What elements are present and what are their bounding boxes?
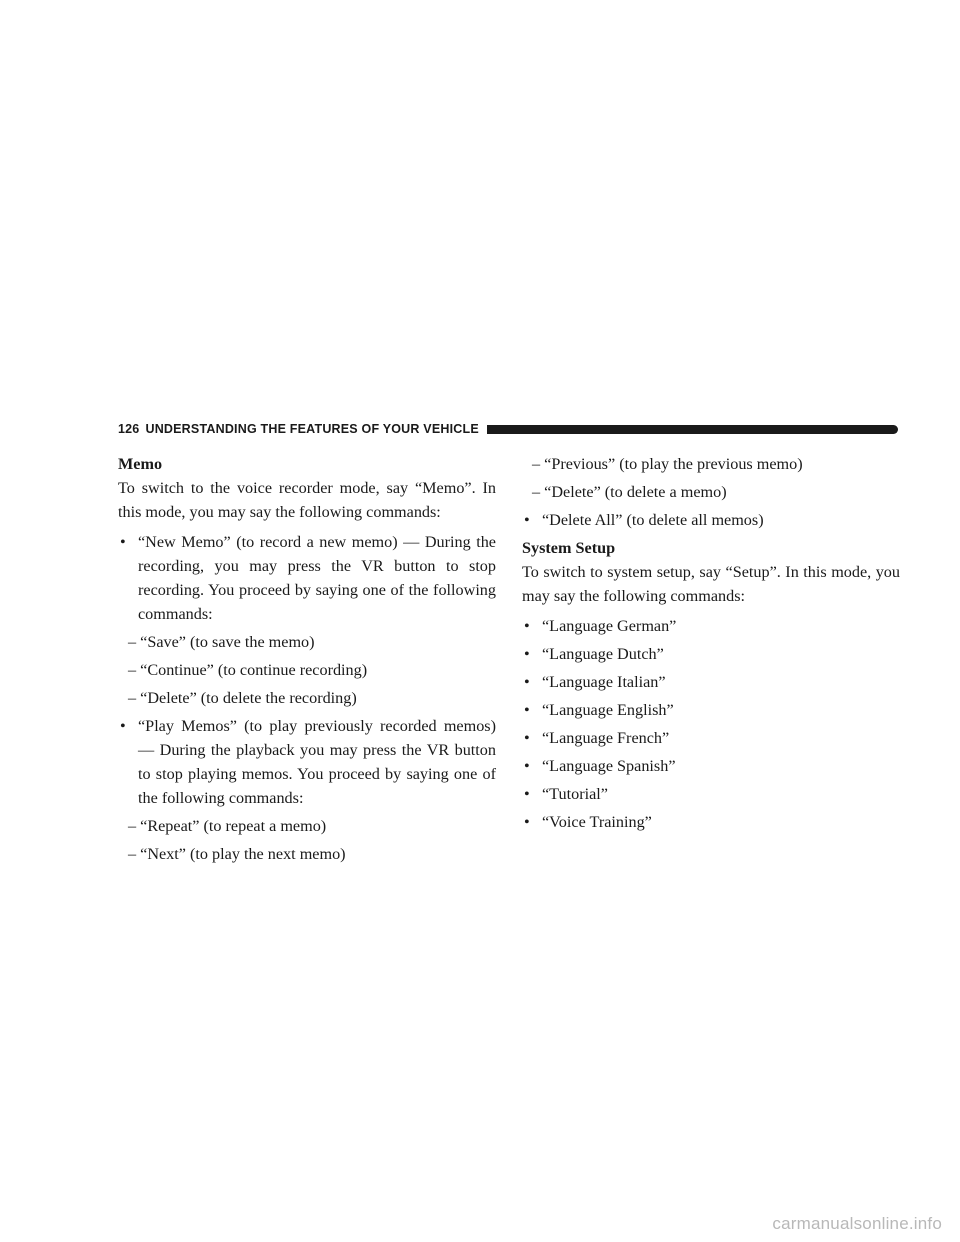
- header-text: [118, 422, 479, 436]
- list-item-text: “Play Memos” (to play previously recorded memos) — During the playback you may press the VR button to stop playing memos. You proceed by saying one of the following commands:: [138, 717, 496, 807]
- list-item-language-dutch: [522, 642, 900, 666]
- sub-item-next: – “Next” (to play the next memo): [128, 845, 346, 863]
- section-title: UNDERSTANDING THE FEATURES OF YOUR VEHICLE: [145, 422, 479, 436]
- right-column: [522, 452, 900, 838]
- list-item-text: “Language French”: [542, 729, 670, 747]
- memo-intro: To switch to the voice recorder mode, say “Memo”. In this mode, you may say the following commands:: [118, 479, 496, 521]
- bullet-icon: •: [524, 511, 530, 529]
- page-number: 126: [118, 422, 140, 436]
- list-item-text: “Language German”: [542, 617, 677, 635]
- list-item-language-english: [522, 698, 900, 722]
- sub-item-delete-memo: – “Delete” (to delete a memo): [532, 483, 727, 501]
- bullet-icon: •: [120, 533, 126, 551]
- sub-item-previous: – “Previous” (to play the previous memo): [532, 455, 803, 473]
- sub-item-continue: – “Continue” (to continue recording): [128, 661, 368, 679]
- bullet-icon: •: [524, 645, 530, 663]
- bullet-icon: •: [524, 701, 530, 719]
- left-column: [118, 452, 496, 870]
- list-item-text: “Language Spanish”: [542, 757, 676, 775]
- bullet-icon: •: [524, 673, 530, 691]
- system-setup-heading: System Setup: [522, 539, 616, 557]
- list-item-text: “Language Italian”: [542, 673, 666, 691]
- bullet-icon: •: [524, 617, 530, 635]
- list-item-text: “Tutorial”: [542, 785, 608, 803]
- sub-item-save: – “Save” (to save the memo): [128, 633, 315, 651]
- list-item-text: “Voice Training”: [542, 813, 652, 831]
- sub-item-repeat: – “Repeat” (to repeat a memo): [128, 817, 327, 835]
- list-item-language-spanish: [522, 754, 900, 778]
- list-item-tutorial: [522, 782, 900, 806]
- bullet-icon: •: [120, 717, 126, 735]
- list-item-voice-training: [522, 810, 900, 834]
- list-item-new-memo: [118, 530, 496, 626]
- list-item-language-french: [522, 726, 900, 750]
- system-setup-intro: To switch to system setup, say “Setup”. In this mode, you may say the following commands:: [522, 563, 900, 605]
- bullet-icon: •: [524, 813, 530, 831]
- sub-item-delete-recording: – “Delete” (to delete the recording): [128, 689, 357, 707]
- list-item-play-memos: [118, 714, 496, 810]
- list-item-text: “Language English”: [542, 701, 674, 719]
- list-item-text: “Delete All” (to delete all memos): [542, 511, 764, 529]
- watermark: carmanualsonline.info: [772, 1214, 942, 1233]
- bullet-icon: •: [524, 785, 530, 803]
- running-header: [118, 420, 898, 438]
- memo-heading: Memo: [118, 455, 163, 473]
- header-rule: [487, 425, 898, 434]
- bullet-icon: •: [524, 729, 530, 747]
- bullet-icon: •: [524, 757, 530, 775]
- list-item-delete-all: [522, 508, 900, 532]
- list-item-text: “Language Dutch”: [542, 645, 664, 663]
- list-item-text: “New Memo” (to record a new memo) — During the recording, you may press the VR button to stop recording. You proceed by saying one of the following commands:: [138, 533, 496, 623]
- list-item-language-italian: [522, 670, 900, 694]
- list-item-language-german: [522, 614, 900, 638]
